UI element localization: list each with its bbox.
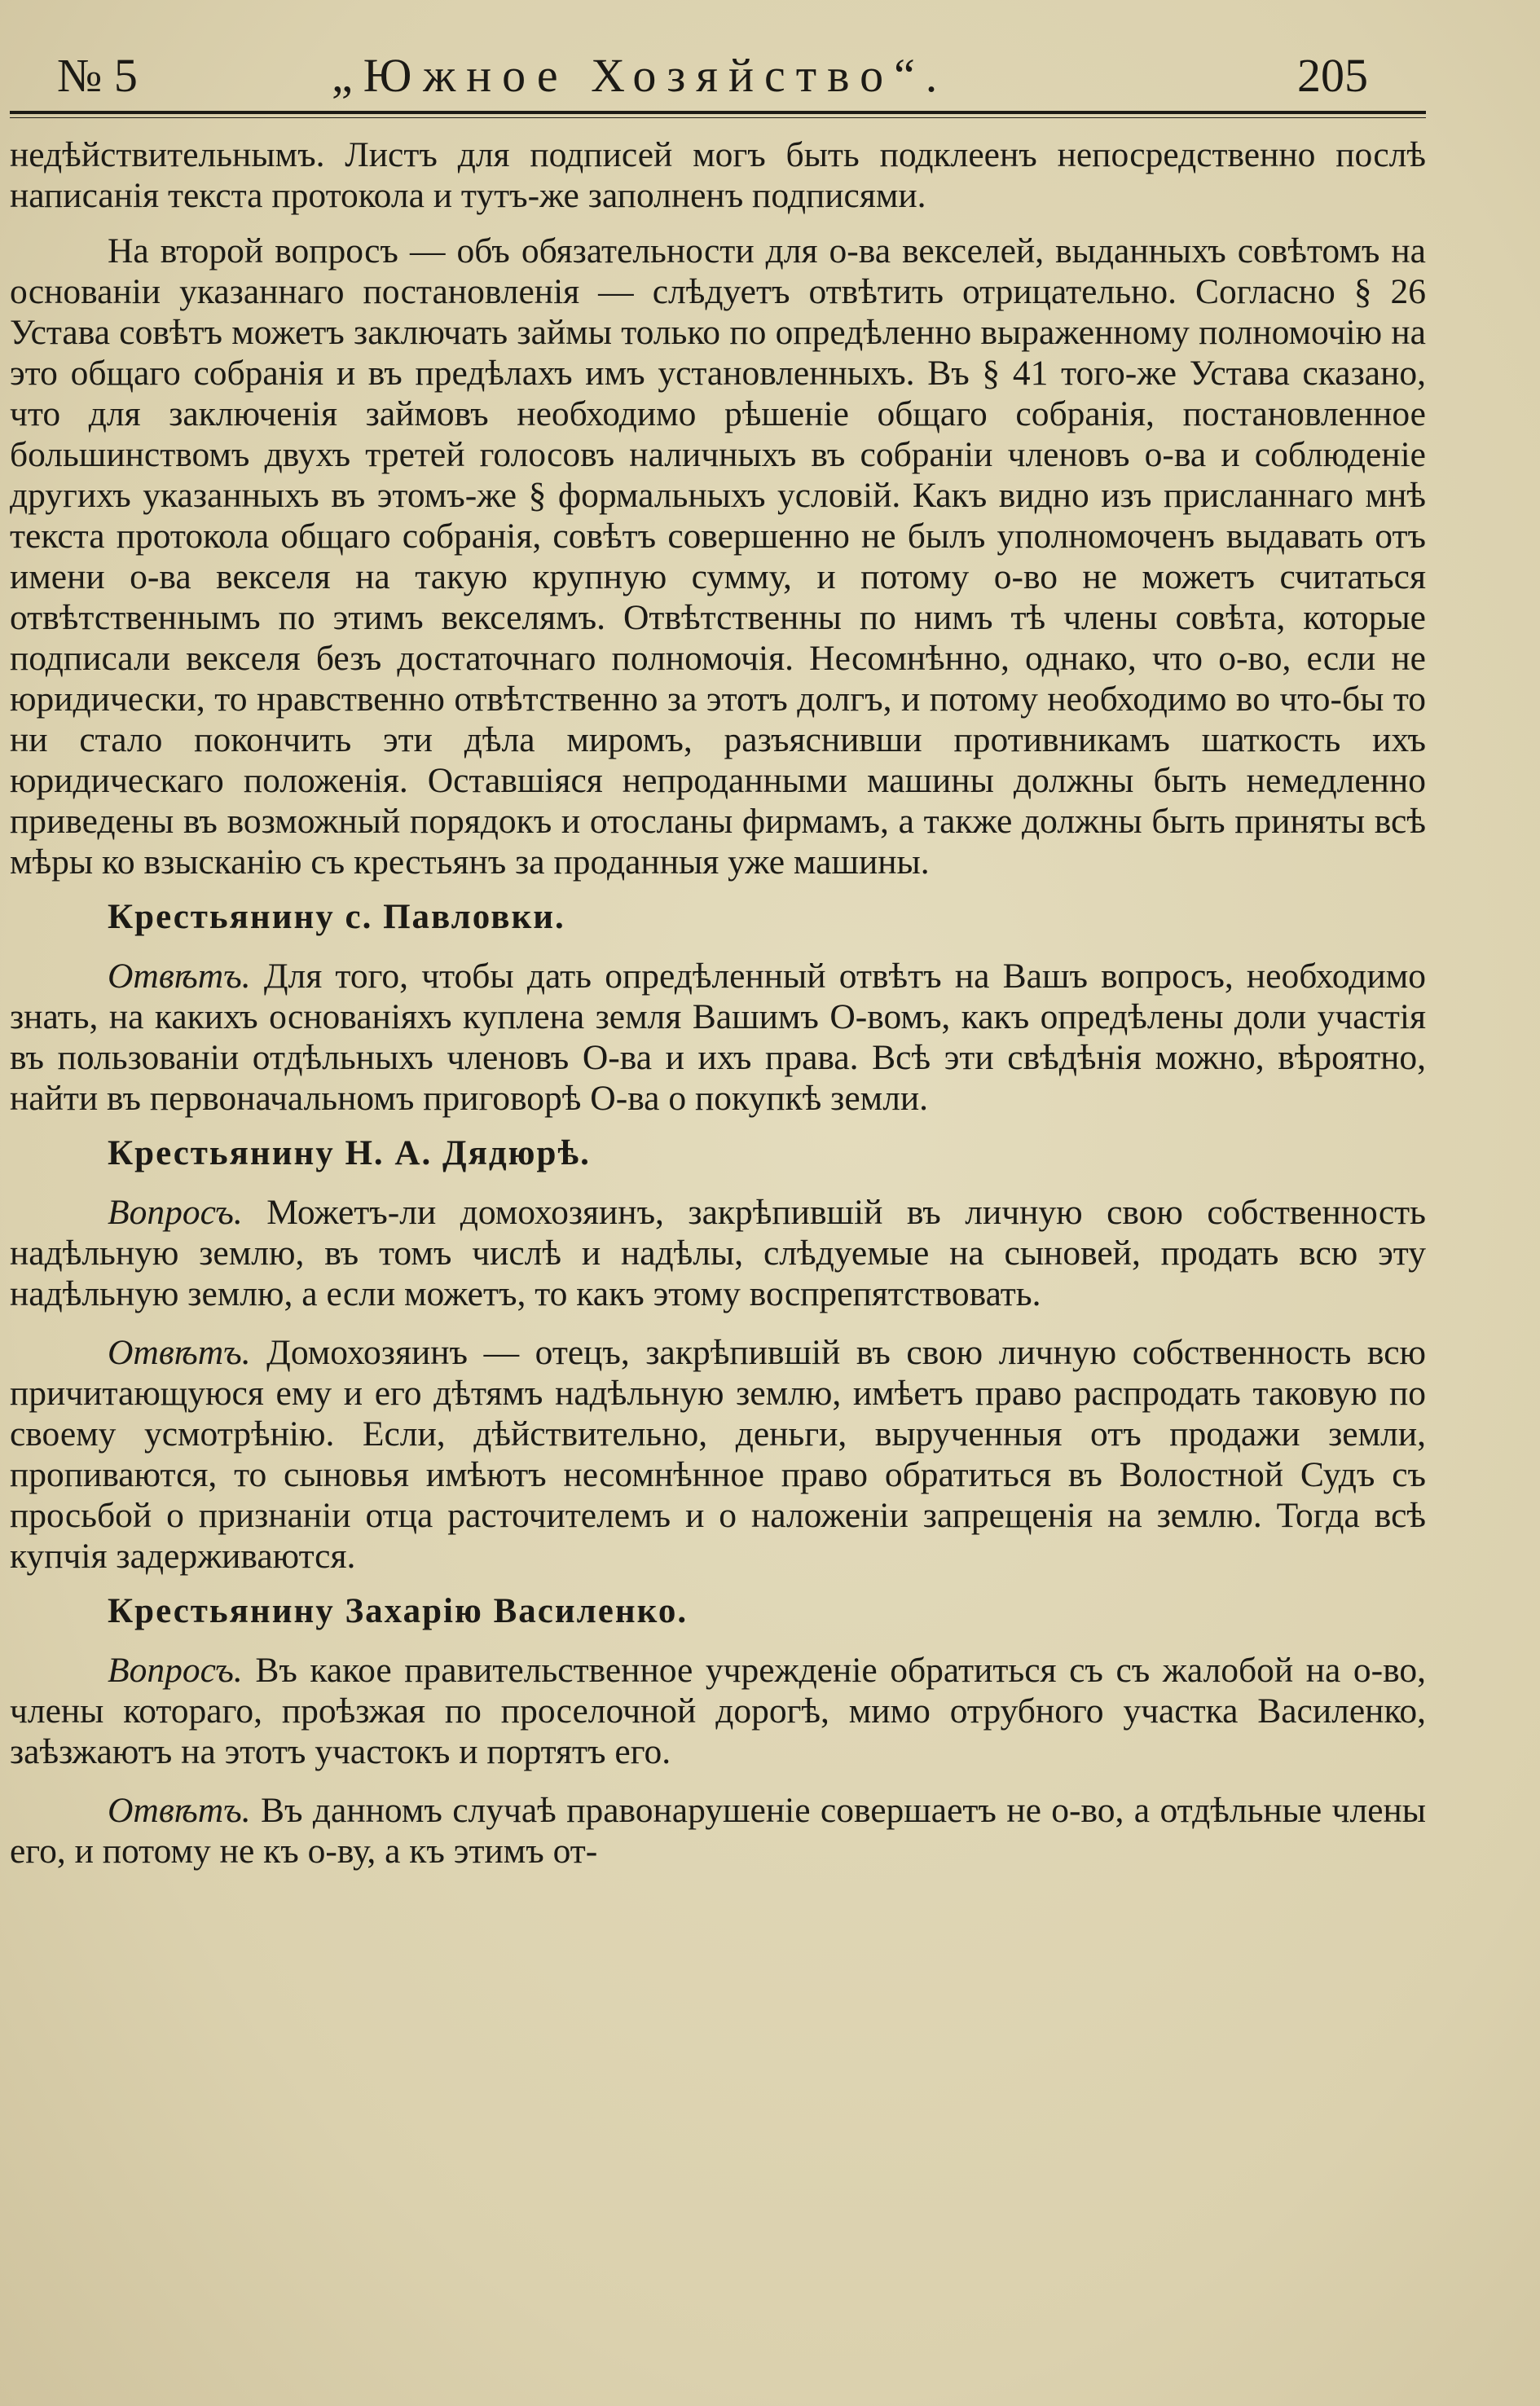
answer-vasilenko <box>10 1790 1426 1872</box>
answer-label: Отвѣтъ. <box>108 1333 251 1372</box>
question-vasilenko <box>10 1650 1426 1772</box>
question-label: Вопросъ. <box>108 1651 243 1690</box>
answer-text: Для того, чтобы дать опредѣленный отвѣтъ на Вашъ вопросъ, необходимо знать, на какихъ основаніяхъ куплена земля Вашимъ О-вомъ, какъ опредѣлены доли участія въ пользованіи отдѣльныхъ членовъ О-ва и ихъ права. Всѣ эти свѣдѣнія можно, вѣроятно, найти въ первоначальномъ приговорѣ О-ва о покупкѣ земли. <box>10 957 1426 1118</box>
question-label: Вопросъ. <box>108 1193 243 1232</box>
paragraph-continued <box>10 134 1426 216</box>
answer-dyadyura <box>10 1332 1426 1577</box>
paragraph-text: недѣйствительнымъ. Листъ для подписей могъ быть подклеенъ непосредственно послѣ написанія текста протокола и тутъ-же заполненъ подписями. <box>10 135 1426 215</box>
question-text: Въ какое правительственное учрежденіе обратиться съ съ жалобой на о-во, члены котораго, проѣзжая по проселочной дорогѣ, мимо отрубного участка Василенко, заѣзжаютъ на этотъ участокъ и портятъ его. <box>10 1651 1427 1771</box>
page-number: 205 <box>1297 49 1368 102</box>
section-heading-pavlovka: Крестьянину с. Павловки. <box>108 898 565 936</box>
paragraph-text: На второй вопросъ — объ обязательности для о-ва векселей, выданныхъ совѣтомъ на основаніи указаннаго постановленія — слѣдуетъ отвѣтить отрицательно. Согласно § 26 Устава совѣтъ можетъ заключать займы только по опредѣленно выраженному полномочію на это общаго собранія и въ предѣлахъ имъ установленныхъ. Въ § 41 того-же Устава сказано, что для заключенія займовъ необходимо рѣшеніе общаго собранія, постановленное большинствомъ двухъ третей голосовъ наличныхъ въ собраніи членовъ о-ва и соблюденіе другихъ указанныхъ въ этомъ-же § формальныхъ условій. Какъ видно изъ присланнаго мнѣ текста протокола общаго собранія, совѣтъ совершенно не былъ уполномоченъ выдавать отъ имени о-ва векселя на такую крупную сумму, и потому о-во не можетъ считаться отвѣтственнымъ по этимъ векселямъ. Отвѣтственны по нимъ тѣ члены совѣта, которые подписали векселя безъ достаточнаго полномочія. Несомнѣнно, однако, что о-во, если не юридически, то нравственно отвѣтственно за этотъ долгъ, и потому необходимо во что-бы то ни стало покончить эти дѣла миромъ, разъяснивши противникамъ шаткость ихъ юридическаго положенія. Оставшіяся непроданными машины должны быть немедленно приведены въ возможный порядокъ и отосланы фирмамъ, а также должны быть приняты всѣ мѣры ко взысканію съ крестьянъ за проданныя уже машины. <box>10 231 1426 882</box>
answer-label: Отвѣтъ. <box>108 1791 251 1830</box>
answer-pavlovka <box>10 956 1426 1119</box>
section-heading-vasilenko: Крестьянину Захарію Василенко. <box>108 1592 689 1630</box>
answer-text: Въ данномъ случаѣ правонарушеніе совершаетъ не о-во, а отдѣльные члены его, и потому не къ о-ву, а къ этимъ от- <box>10 1791 1427 1871</box>
answer-text: Домохозяинъ — отецъ, закрѣпившій въ свою личную собственность всю причитающуюся ему и его дѣтямъ надѣльную землю, имѣетъ право распродать таковую по своему усмотрѣнію. Если, дѣйствительно, деньги, вырученныя отъ продажи земли, пропиваются, то сыновья имѣютъ несомнѣнное право обратиться въ Волостной Судъ съ просьбой о признаніи отца расточителемъ и о наложеніи запрещенія на землю. Тогда всѣ купчія задерживаются. <box>10 1333 1426 1576</box>
section-heading-dyadyura: Крестьянину Н. А. Дядюрѣ. <box>108 1134 591 1172</box>
header-rule <box>10 111 1426 118</box>
journal-title: „Южное Хозяйство“. <box>332 49 948 102</box>
article-body <box>10 134 1426 1872</box>
paragraph-second-question <box>10 231 1426 882</box>
answer-label: Отвѣтъ. <box>108 957 251 996</box>
question-dyadyura <box>10 1192 1426 1314</box>
question-text: Можетъ-ли домохозяинъ, закрѣпившій въ личную свою собственность надѣльную землю, въ томъ числѣ и надѣлы, слѣдуемые на сыновей, продать всю эту надѣльную землю, а если можетъ, то какъ этому воспрепятствовать. <box>10 1193 1426 1313</box>
issue-number: № 5 <box>57 49 138 102</box>
page-header <box>10 49 1426 103</box>
